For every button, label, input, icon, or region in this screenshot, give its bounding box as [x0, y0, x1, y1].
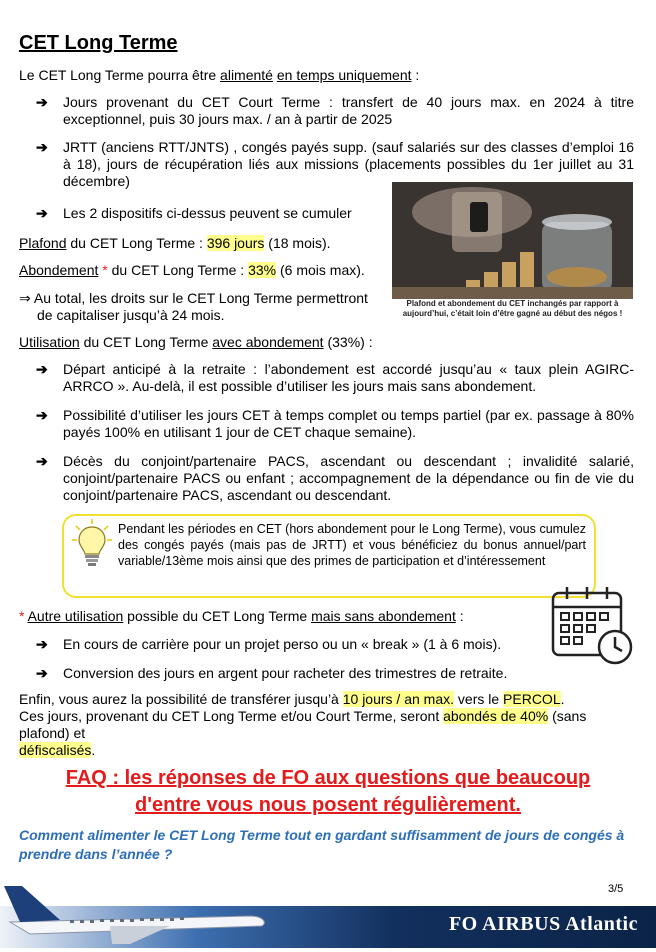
arrow-icon: ➔ — [36, 94, 48, 110]
faq-question: Comment alimenter le CET Long Terme tout en gardant suffisamment de jours de congés à prendre dans l’année ? — [19, 827, 625, 862]
page-number: 3/5 — [608, 883, 624, 895]
list-item: ➔ JRTT (anciens RTT/JNTS) , congés payés supp. (sauf salariés sur des classes d’emploi 16 à 18), jours de récupération liés aux missions (placements possibles du 1er juillet au 31 décembre) — [36, 139, 634, 189]
utilisation-heading: Utilisation du CET Long Terme avec abondement (33%) : — [19, 334, 373, 350]
calendar-icon — [551, 585, 635, 671]
lightbulb-icon — [72, 518, 112, 574]
page-title: CET Long Terme — [19, 32, 178, 54]
arrow-icon: ➔ — [36, 453, 48, 469]
arrow-icon: ➔ — [36, 205, 48, 221]
percol-paragraph: Enfin, vous aurez la possibilité de transférer jusqu’à 10 jours / an max. vers le PERCOL. Ces jours, provenant du CET Long Terme et/ou Court Terme, seront abondés de 40% (sans plafond) et défiscalisés. — [19, 691, 587, 758]
utilisation-bullet-list — [36, 361, 634, 504]
arrow-icon: ➔ — [36, 407, 48, 423]
abondement-line: Abondement * du CET Long Terme : 33% (6 mois max). — [19, 262, 365, 278]
plafond-line: Plafond du CET Long Terme : 396 jours (18 mois). — [19, 235, 331, 251]
list-item: ➔ Conversion des jours en argent pour racheter des trimestres de retraite. — [36, 665, 508, 681]
feed-bullet-list-2 — [36, 205, 376, 222]
airplane-icon — [0, 882, 270, 952]
autre-heading: * Autre utilisation possible du CET Long Terme mais sans abondement : — [19, 608, 464, 624]
footer-title: FO AIRBUS Atlantic — [448, 913, 638, 935]
arrow-icon: ➔ — [36, 139, 48, 155]
tip-text: Pendant les périodes en CET (hors abondement pour le Long Terme), vous cumulez des congés payés (mais pas de JRTT) et vous bénéficiez du bonus annuel/part variable/13ème mois ainsi que des primes de participation et d’intéressement — [118, 522, 586, 568]
total-paragraph: ⇒ Au total, les droits sur le CET Long Terme permettront de capitaliser jusqu’à 24 mois. — [19, 290, 368, 323]
feed-bullet-list — [36, 94, 634, 190]
list-item: ➔ Départ anticipé à la retraite : l’abondement est accordé jusqu’au « taux plein AGIRC-ARRCO ». Au-delà, il est possible d’utiliser les jours mais sans abondement. — [36, 361, 634, 394]
photo-caption: Plafond et abondement du CET inchangés par rapport à aujourd’hui, c’était loin d’être gagné au début des négos ! — [402, 299, 623, 318]
list-item: ➔ Possibilité d’utiliser les jours CET à temps complet ou temps partiel (par ex. passage à 80% payés 100% en utilisant 1 jour de CET chaque semaine). — [36, 407, 634, 440]
arrow-icon: ➔ — [36, 636, 48, 652]
autre-bullet-list — [36, 636, 536, 682]
faq-heading: FAQ : les réponses de FO aux questions que beaucoup d'entre vous nous posent régulièrement. — [65, 767, 591, 816]
arrow-icon: ➔ — [36, 361, 48, 377]
list-item: ➔ En cours de carrière pour un projet perso ou un « break » (1 à 6 mois). — [36, 636, 502, 652]
arrow-icon: ➔ — [36, 665, 48, 681]
implies-icon: ⇒ — [19, 290, 31, 306]
intro-paragraph: Le CET Long Terme pourra être alimenté en temps uniquement : — [19, 67, 420, 83]
list-item: ➔ Décès du conjoint/partenaire PACS, ascendant ou descendant ; invalidité salarié, conjoint/partenaire PACS ou enfant ; accompagnement de la dépendance ou fin de vie du conjoint/partenaire PACS, ascendant ou descendant. — [36, 453, 634, 503]
list-item: ➔ Jours provenant du CET Court Terme : transfert de 40 jours max. en 2024 à titre exceptionnel, puis 30 jours max. / an à partir de 2025 — [36, 94, 634, 127]
list-item: ➔ Les 2 dispositifs ci-dessus peuvent se cumuler — [36, 205, 352, 221]
